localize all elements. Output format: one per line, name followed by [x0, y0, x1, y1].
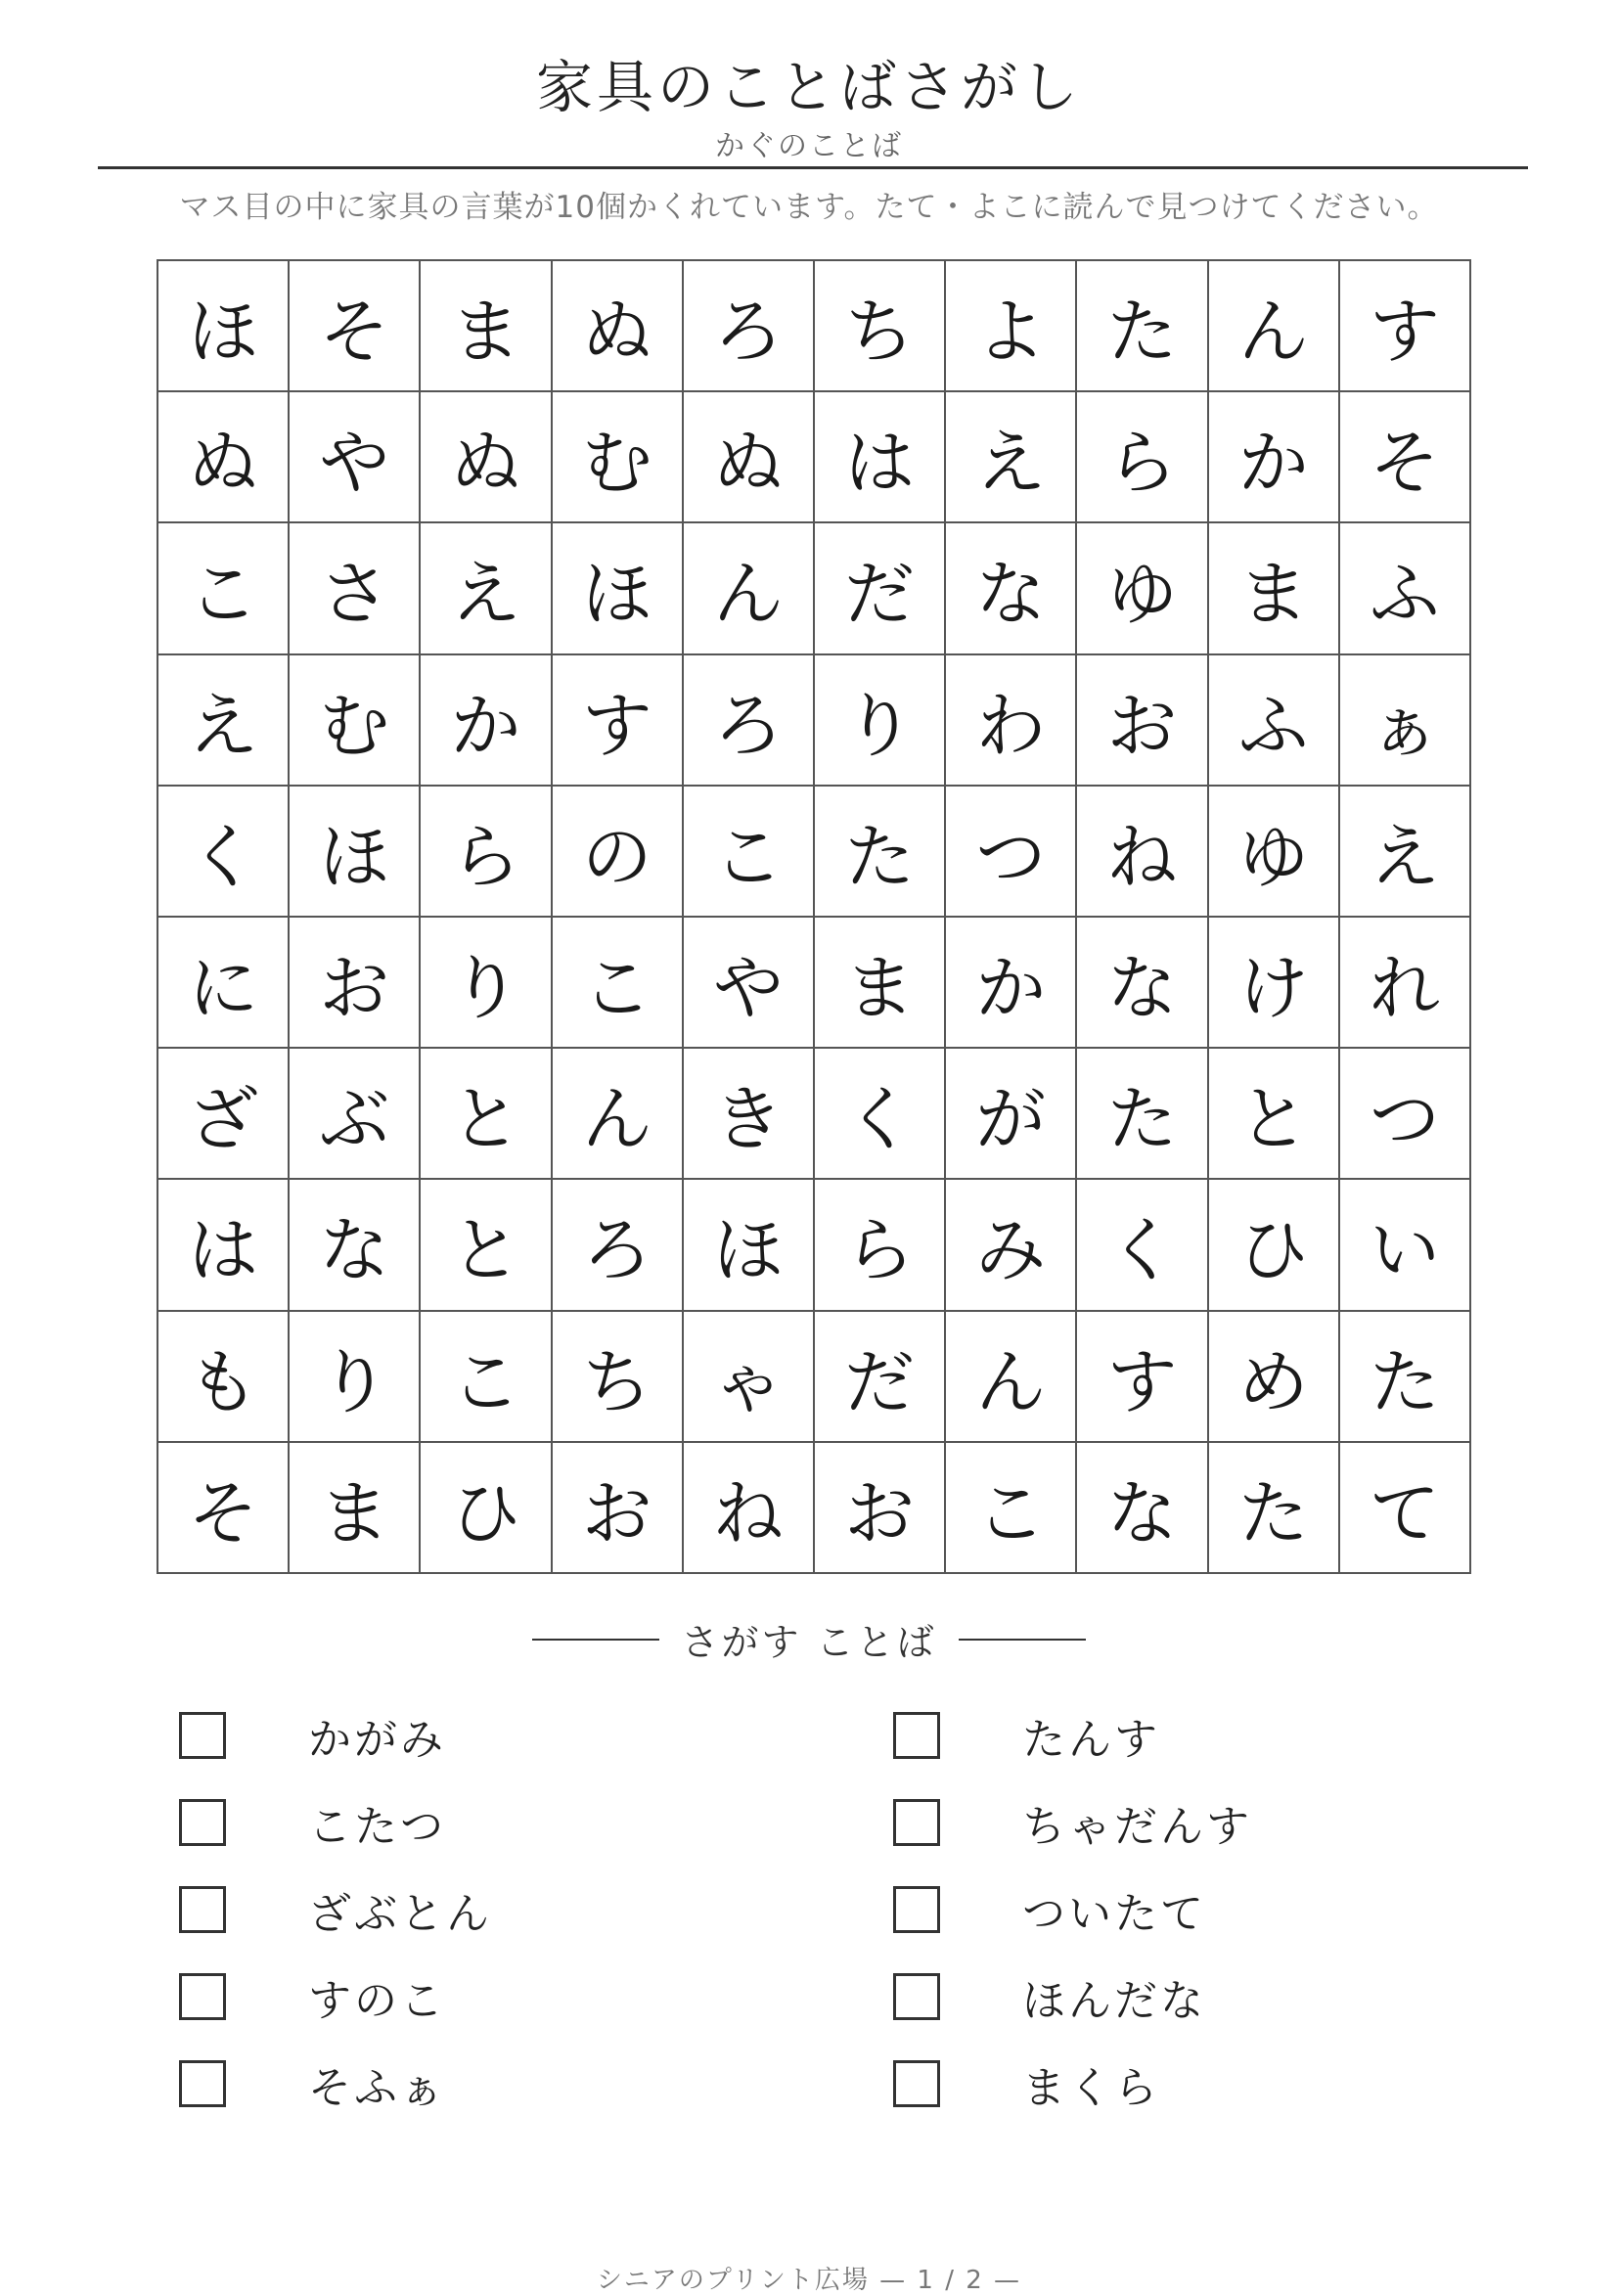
grid-cell[interactable]: む [553, 392, 684, 523]
grid-cell[interactable]: ら [1077, 392, 1208, 523]
grid-cell[interactable]: つ [1340, 1049, 1471, 1180]
word-checkbox[interactable] [179, 2060, 226, 2107]
grid-cell[interactable]: り [421, 918, 552, 1049]
grid-cell[interactable]: ね [1077, 787, 1208, 918]
word-list-item [893, 1793, 1252, 1852]
grid-cell[interactable]: お [1077, 655, 1208, 787]
grid-cell[interactable]: え [946, 392, 1077, 523]
heading-dash-right [959, 1639, 1086, 1641]
grid-cell[interactable]: と [421, 1049, 552, 1180]
grid-cell[interactable]: や [684, 918, 815, 1049]
grid-cell[interactable]: た [1077, 1049, 1208, 1180]
grid-cell[interactable]: め [1209, 1312, 1340, 1443]
word-list-item [179, 1967, 446, 2026]
word-checkbox[interactable] [893, 2060, 940, 2107]
grid-cell[interactable]: ゆ [1209, 787, 1340, 918]
grid-cell[interactable]: ろ [684, 261, 815, 392]
grid-cell[interactable]: な [1077, 918, 1208, 1049]
grid-cell[interactable]: だ [815, 523, 946, 654]
grid-cell[interactable]: そ [158, 1443, 290, 1574]
title-divider [98, 166, 1528, 169]
grid-cell[interactable]: み [946, 1180, 1077, 1311]
grid-cell[interactable]: ぶ [290, 1049, 421, 1180]
grid-cell[interactable]: ん [684, 523, 815, 654]
grid-cell[interactable]: て [1340, 1443, 1471, 1574]
grid-cell[interactable]: え [421, 523, 552, 654]
word-list-item [893, 1967, 1206, 2026]
grid-cell[interactable]: が [946, 1049, 1077, 1180]
grid-cell[interactable]: む [290, 655, 421, 787]
footer-text: シニアのプリント広場 — 1 / 2 — [596, 2266, 1022, 2295]
grid-cell[interactable]: こ [421, 1312, 552, 1443]
grid-cell[interactable]: く [1077, 1180, 1208, 1311]
word-list-item [179, 1706, 446, 1765]
word-label: ちゃだんす [1022, 1802, 1252, 1852]
grid-cell[interactable]: け [1209, 918, 1340, 1049]
grid-cell[interactable]: ろ [684, 655, 815, 787]
grid-cell[interactable]: つ [946, 787, 1077, 918]
grid-cell[interactable]: ほ [553, 523, 684, 654]
grid-cell[interactable]: ち [815, 261, 946, 392]
grid-cell[interactable]: す [1340, 261, 1471, 392]
word-list-item [893, 1880, 1206, 1939]
grid-cell[interactable]: え [1340, 787, 1471, 918]
heading-dash-left [532, 1639, 659, 1641]
word-list-item [179, 2054, 446, 2113]
grid-cell[interactable]: ぁ [1340, 655, 1471, 787]
grid-cell[interactable]: と [421, 1180, 552, 1311]
grid-cell[interactable]: ゃ [684, 1312, 815, 1443]
word-list-heading [0, 1612, 1618, 1666]
grid-cell[interactable]: た [815, 787, 946, 918]
grid-cell[interactable]: す [1077, 1312, 1208, 1443]
word-label: たんす [1022, 1715, 1160, 1765]
grid-cell[interactable]: よ [946, 261, 1077, 392]
grid-cell[interactable]: ざ [158, 1049, 290, 1180]
grid-cell[interactable]: ま [1209, 523, 1340, 654]
grid-cell[interactable]: ほ [684, 1180, 815, 1311]
grid-cell[interactable]: も [158, 1312, 290, 1443]
grid-cell[interactable]: い [1340, 1180, 1471, 1311]
grid-cell[interactable]: こ [158, 523, 290, 654]
grid-cell[interactable]: と [1209, 1049, 1340, 1180]
grid-cell[interactable]: な [946, 523, 1077, 654]
grid-cell[interactable]: お [553, 1443, 684, 1574]
grid-cell[interactable]: く [815, 1049, 946, 1180]
word-label: こたつ [308, 1802, 446, 1852]
word-checkbox[interactable] [893, 1799, 940, 1846]
grid-cell[interactable]: り [290, 1312, 421, 1443]
word-search-grid [157, 259, 1471, 1574]
grid-cell[interactable]: や [290, 392, 421, 523]
grid-cell[interactable]: え [158, 655, 290, 787]
grid-cell[interactable]: ぬ [553, 261, 684, 392]
grid-cell[interactable]: ぬ [684, 392, 815, 523]
grid-cell[interactable]: な [1077, 1443, 1208, 1574]
grid-cell[interactable]: ち [553, 1312, 684, 1443]
grid-cell[interactable]: に [158, 918, 290, 1049]
grid-cell[interactable]: ろ [553, 1180, 684, 1311]
grid-cell[interactable]: す [553, 655, 684, 787]
word-label: そふぁ [308, 2063, 446, 2113]
word-checkbox[interactable] [893, 1973, 940, 2020]
word-label: ざぶとん [308, 1889, 492, 1939]
word-list-item [179, 1880, 492, 1939]
grid-cell[interactable]: ふ [1209, 655, 1340, 787]
grid-cell[interactable]: は [815, 392, 946, 523]
word-checkbox[interactable] [179, 1799, 226, 1846]
grid-cell[interactable]: の [553, 787, 684, 918]
word-checkbox[interactable] [893, 1886, 940, 1933]
grid-cell[interactable]: ら [421, 787, 552, 918]
grid-cell[interactable]: か [421, 655, 552, 787]
word-label: すのこ [308, 1976, 446, 2026]
grid-cell[interactable]: く [158, 787, 290, 918]
word-label: ほんだな [1022, 1976, 1206, 2026]
grid-cell[interactable]: だ [815, 1312, 946, 1443]
page-title: 家具のことばさがし [535, 54, 1082, 120]
word-list-item [893, 2054, 1160, 2113]
grid-cell[interactable]: ま [421, 261, 552, 392]
word-checkbox[interactable] [179, 1973, 226, 2020]
grid-cell[interactable]: か [1209, 392, 1340, 523]
grid-cell[interactable]: ぬ [158, 392, 290, 523]
grid-cell[interactable]: こ [946, 1443, 1077, 1574]
word-label: ついたて [1022, 1889, 1206, 1939]
grid-cell[interactable]: ひ [1209, 1180, 1340, 1311]
grid-cell[interactable]: ま [290, 1443, 421, 1574]
grid-cell[interactable]: ほ [290, 787, 421, 918]
grid-cell[interactable]: ん [1209, 261, 1340, 392]
grid-cell[interactable]: き [684, 1049, 815, 1180]
grid-cell[interactable]: り [815, 655, 946, 787]
grid-cell[interactable]: さ [290, 523, 421, 654]
word-checkbox[interactable] [179, 1886, 226, 1933]
instructions-text: マス目の中に家具の言葉が10個かくれています。たて・よこに読んで見つけてください。 [179, 190, 1439, 225]
grid-cell[interactable]: れ [1340, 918, 1471, 1049]
grid-cell[interactable]: お [290, 918, 421, 1049]
word-label: まくら [1022, 2063, 1160, 2113]
word-label: かがみ [308, 1715, 446, 1765]
grid-cell[interactable]: ね [684, 1443, 815, 1574]
grid-cell[interactable]: わ [946, 655, 1077, 787]
grid-cell[interactable]: ふ [1340, 523, 1471, 654]
grid-cell[interactable]: お [815, 1443, 946, 1574]
grid-cell[interactable]: ら [815, 1180, 946, 1311]
page-subtitle: かぐのことば [715, 129, 903, 163]
grid-cell[interactable]: た [1340, 1312, 1471, 1443]
grid-cell[interactable]: た [1209, 1443, 1340, 1574]
grid-cell[interactable]: ひ [421, 1443, 552, 1574]
word-checkbox[interactable] [893, 1712, 940, 1759]
grid-cell[interactable]: た [1077, 261, 1208, 392]
grid-cell[interactable]: な [290, 1180, 421, 1311]
grid-cell[interactable]: ぬ [421, 392, 552, 523]
grid-cell[interactable]: ほ [158, 261, 290, 392]
grid-cell[interactable]: ゆ [1077, 523, 1208, 654]
word-list-heading-text: さがす ことば [681, 1621, 937, 1664]
word-checkbox[interactable] [179, 1712, 226, 1759]
grid-cell[interactable]: ん [553, 1049, 684, 1180]
grid-cell[interactable]: は [158, 1180, 290, 1311]
grid-cell[interactable]: そ [290, 261, 421, 392]
word-list-item [179, 1793, 446, 1852]
word-list-item [893, 1706, 1160, 1765]
grid-cell[interactable]: そ [1340, 392, 1471, 523]
grid-cell[interactable]: ん [946, 1312, 1077, 1443]
grid-cell[interactable]: か [946, 918, 1077, 1049]
grid-cell[interactable]: ま [815, 918, 946, 1049]
grid-cell[interactable]: こ [684, 787, 815, 918]
grid-cell[interactable]: こ [553, 918, 684, 1049]
